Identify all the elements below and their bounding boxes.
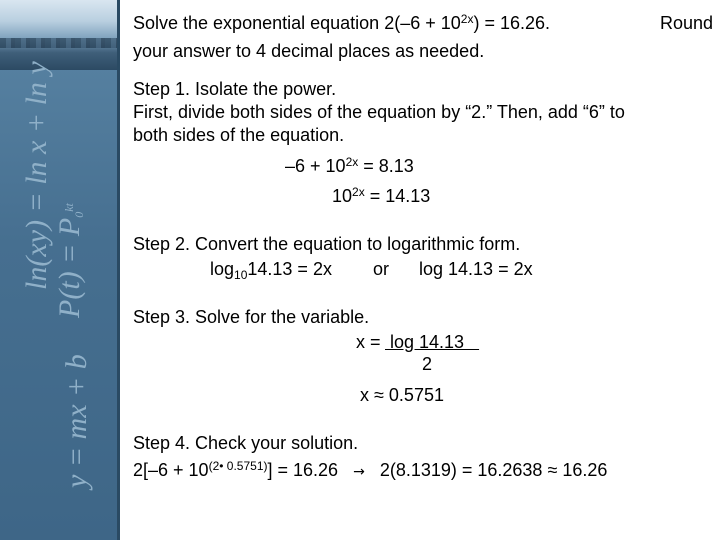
step1-equation-2: $10^{2x} = 14.13$ [332, 185, 431, 206]
step3-numerator: log 14.13 [385, 332, 480, 352]
sidebar-formula-growth: $P(t) = P_0^{kt}$ [53, 203, 86, 318]
step2-log-form-1: $\log_{10}14.13 = 2x$ [210, 259, 332, 282]
arrow-right-icon: → [353, 464, 365, 480]
step1-text-line-1: First, divide both sides of the equation by “2.” Then, add “6” to [133, 102, 625, 122]
landscape-photo [0, 0, 120, 70]
step3-x-equals: x = [356, 332, 381, 352]
problem-statement-line-2: your answer to 4 decimal places as needed. [133, 41, 485, 61]
sidebar-formula-log: ln(xy) = ln x + ln y [20, 61, 53, 290]
step4-check-line: $2[-6 + 10^{(2• 0.5751)}] = 16.26$ → 2(8.1319) = 16.2638 ≈ 16.26 [133, 459, 608, 480]
step2-or: or [373, 259, 390, 279]
sidebar-edge [117, 0, 120, 540]
slide-content [133, 0, 720, 540]
step3-heading: Step 3. Solve for the variable. [133, 307, 370, 327]
step1-text-line-2: both sides of the equation. [133, 125, 345, 145]
step2-log-form-2: log 14.13 = 2x [419, 259, 533, 279]
step3-approx-result: x ≈ 0.5751 [360, 385, 444, 405]
step1-equation-1: $-6 + 10^{2x} = 8.13$ [285, 155, 414, 176]
decorative-sidebar [0, 0, 120, 540]
step3-denominator: 2 [422, 354, 433, 374]
problem-statement-line-1: Solve the exponential equation $2(-6 + 10^{2x}) = 16.26$. [133, 12, 551, 33]
problem-round-word: Round [660, 13, 714, 33]
sidebar-formula-line: y = mx + b [60, 354, 93, 488]
step2-heading: Step 2. Convert the equation to logarithmic form. [133, 234, 521, 254]
step1-heading: Step 1. Isolate the power. [133, 79, 337, 99]
step4-heading: Step 4. Check your solution. [133, 433, 359, 453]
